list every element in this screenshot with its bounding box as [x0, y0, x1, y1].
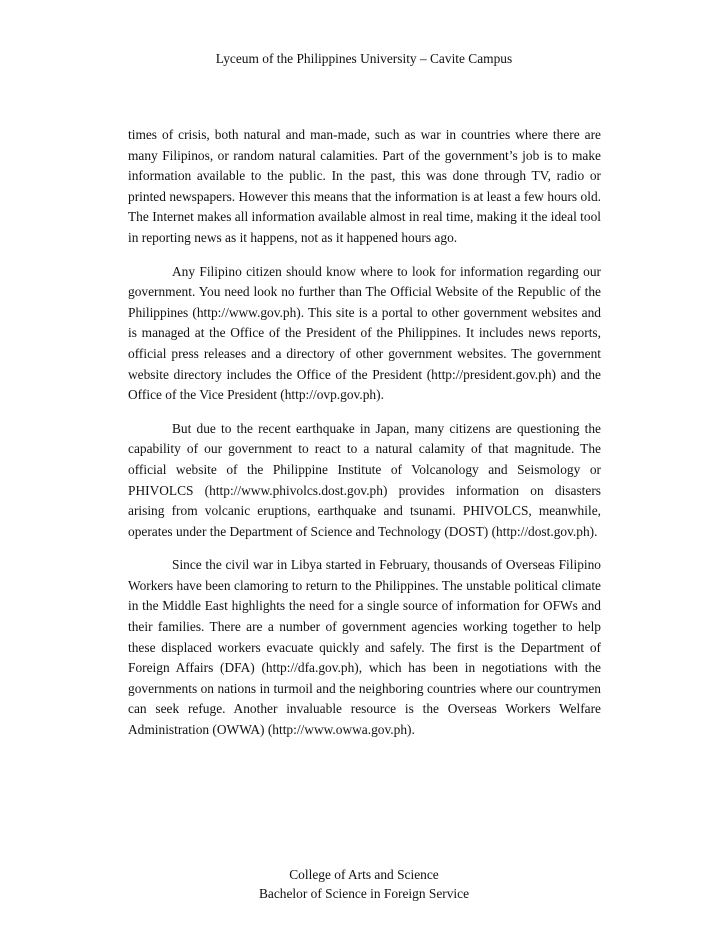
footer-program: Bachelor of Science in Foreign Service [258, 885, 470, 901]
paragraph-government-website: Any Filipino citizen should know where to look for information regarding our government. You need look no further than The Official Website of the Republic of the Philippines (http://www.gov.ph). This site is a portal to other government websites and is managed at the Office of the President of the Philippines. It includes news reports, official press releases and a directory of other government websites. The government website directory includes the Office of the President (http://president.gov.ph) and the Office of the Vice President (http://ovp.gov.ph). [128, 263, 601, 403]
paragraph-ofw-libya: Since the civil war in Libya started in February, thousands of Overseas Filipino Workers have been clamoring to return to the Philippines. The unstable political climate in the Middle East highlights the need for a single source of information for OFWs and their families. There are a number of government agencies working together to help these displaced workers evacuate quickly and safely. The first is the Department of Foreign Affairs (DFA) (http://dfa.gov.ph), which has been in negotiations with the governments on nations in turmoil and the neighboring countries where our countrymen can seek refuge. Another invaluable resource is the Overseas Workers Welfare Administration (OWWA) (http://www.owwa.gov.ph). [128, 557, 601, 738]
footer-college: College of Arts and Science [289, 867, 439, 882]
paragraph-phivolcs: But due to the recent earthquake in Japan, many citizens are questioning the capability of our government to react to a natural calamity of that magnitude. The official website of the Philippine Institute of Volcanology and Seismology or PHIVOLCS (http://www.phivolcs.dost.gov.ph) provides information on disasters arising from volcanic eruptions, earthquake and tsunami. PHIVOLCS, meanwhile, operates under the Department of Science and Technology (DOST) (http://dost.gov.ph). [128, 420, 601, 539]
paragraph-continuation: times of crisis, both natural and man-made, such as war in countries where there are many Filipinos, or random natural calamities. Part of the government’s job is to make information available to the public. In the past, this was done through TV, radio or printed newspapers. However this means that the information is at least a few hours old. The Internet makes all information available almost in real time, making it the ideal tool in reporting news as it happens, not as it happened hours ago. [128, 127, 601, 245]
page-header: Lyceum of the Philippines University – Cavite Campus [215, 51, 513, 66]
document-body [128, 125, 601, 754]
page-footer [0, 866, 728, 903]
